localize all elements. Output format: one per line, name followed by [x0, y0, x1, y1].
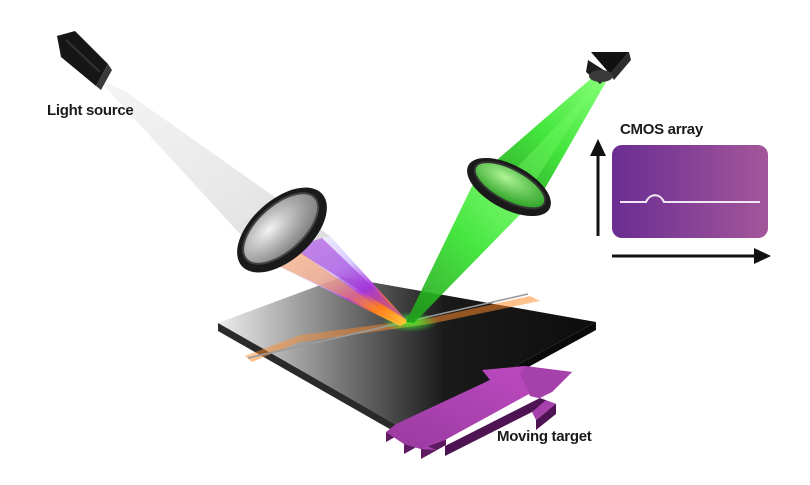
detector-icon [586, 52, 631, 84]
light-source-emitter-icon [57, 31, 112, 90]
x-axis-arrow-icon [754, 248, 771, 264]
cmos-display [612, 145, 768, 238]
y-axis-arrow-icon [590, 139, 606, 156]
light-source-label: Light source [47, 102, 134, 119]
moving-target-label: Moving target [497, 428, 592, 445]
cmos-array-panel [612, 145, 768, 238]
incident-beam [96, 77, 408, 326]
cmos-array-label: CMOS array [620, 121, 703, 138]
